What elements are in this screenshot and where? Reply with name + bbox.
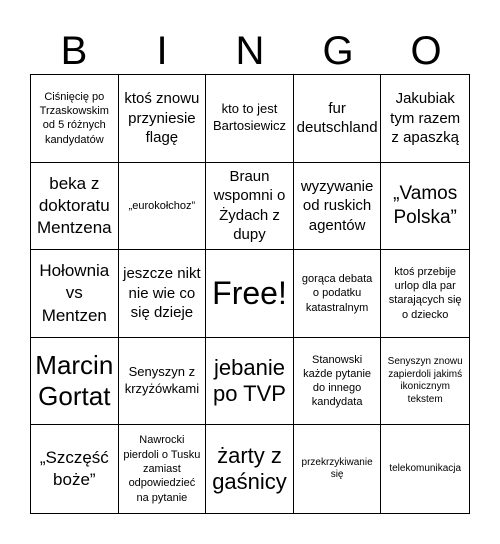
bingo-cell[interactable]: jeszcze nikt nie wie co się dzieje: [119, 250, 207, 338]
bingo-cell[interactable]: Senyszyn znowu zapierdoli jakimś ikonicznym tekstem: [381, 338, 469, 426]
bingo-cell[interactable]: fur deutschland: [294, 75, 382, 163]
header-letter-i: I: [156, 29, 168, 73]
bingo-cell[interactable]: kto to jest Bartosiewicz: [206, 75, 294, 163]
bingo-cell[interactable]: wyzywanie od ruskich agentów: [294, 163, 382, 251]
bingo-cell[interactable]: Marcin Gortat: [31, 338, 119, 426]
bingo-cell[interactable]: telekomunikacja: [389, 462, 462, 474]
bingo-cell[interactable]: Hołownia vs Mentzen: [31, 250, 119, 338]
bingo-cell[interactable]: Braun wspomni o Żydach z dupy: [206, 163, 294, 251]
bingo-cell[interactable]: przekrzykiwanie się: [294, 425, 382, 513]
bingo-cell[interactable]: „eurokołchoz”: [119, 163, 207, 251]
bingo-cell[interactable]: ktoś znowu przyniesie flagę: [119, 75, 207, 163]
header-letter-o: O: [410, 29, 442, 73]
bingo-card: [30, 74, 470, 514]
bingo-cell[interactable]: ktoś przebije urlop dla par starających się o dziecko: [381, 250, 469, 338]
header-letter-b: B: [60, 29, 88, 73]
bingo-cell[interactable]: żarty z gaśnicy: [206, 425, 294, 513]
bingo-header: [30, 28, 470, 74]
bingo-cell[interactable]: „Szczęść boże”: [31, 425, 119, 513]
bingo-cell[interactable]: Ciśnięcię po Trzaskowskim od 5 różnych kandydatów: [31, 75, 119, 163]
bingo-cell[interactable]: Nawrocki pierdoli o Tusku zamiast odpowiedzieć na pytanie: [119, 425, 207, 513]
bingo-cell[interactable]: beka z doktoratu Mentzena: [31, 163, 119, 251]
header-letter-g: G: [322, 29, 354, 73]
bingo-cell[interactable]: Senyszyn z krzyżówkami: [119, 338, 207, 426]
bingo-cell[interactable]: Stanowski każde pytanie do innego kandydata: [294, 338, 382, 426]
bingo-cell[interactable]: gorąca debata o podatku katastralnym: [294, 250, 382, 338]
bingo-cell[interactable]: Jakubiak tym razem z apaszką: [381, 75, 469, 163]
header-letter-n: N: [235, 29, 265, 73]
bingo-cell[interactable]: „Vamos Polska”: [381, 163, 469, 251]
bingo-cell[interactable]: jebanie po TVP: [206, 338, 294, 426]
free-space[interactable]: Free!: [206, 250, 294, 338]
